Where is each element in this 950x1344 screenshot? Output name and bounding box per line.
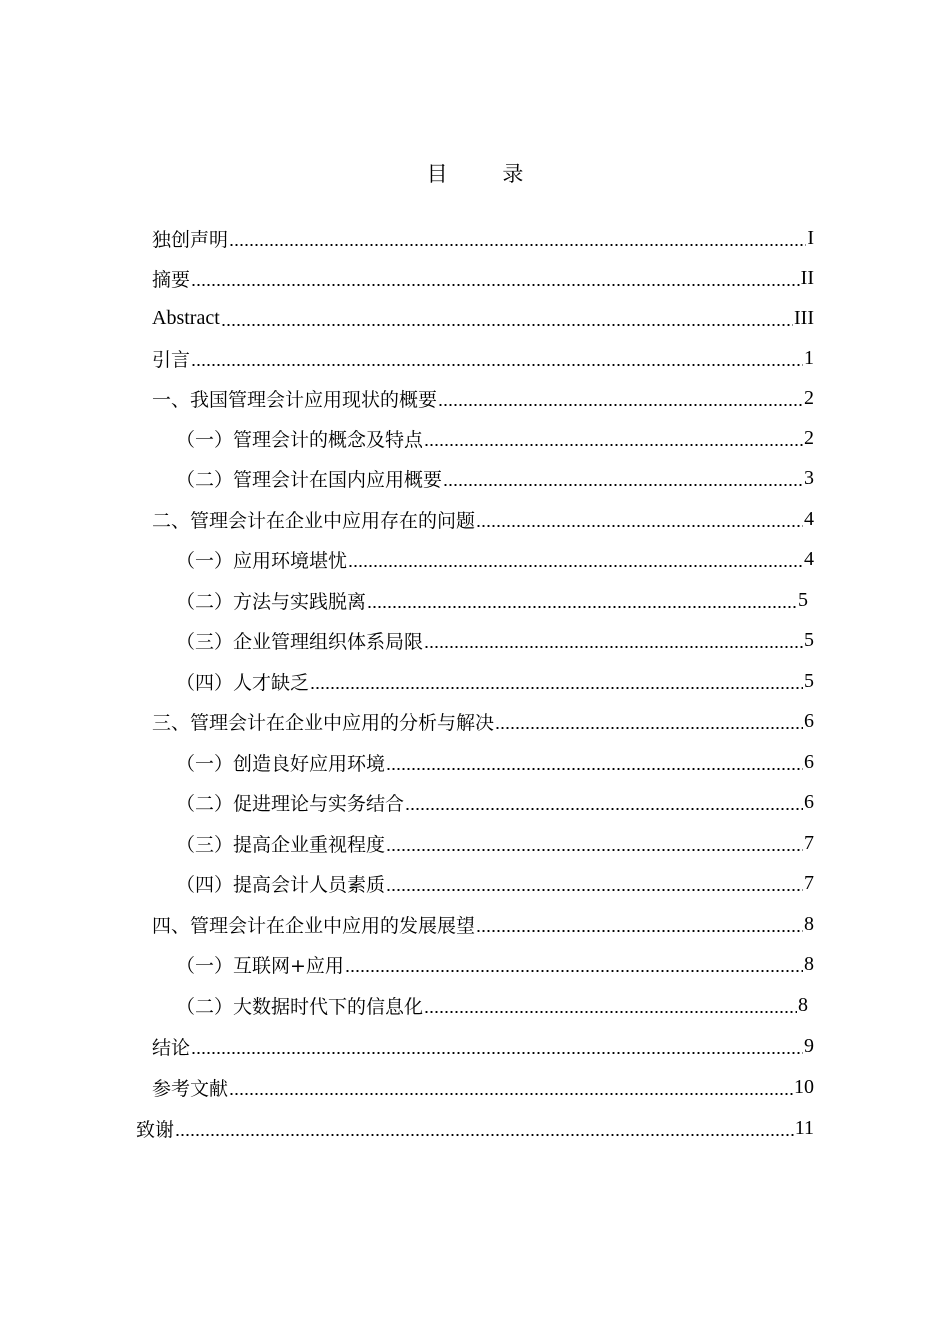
dot-leader xyxy=(386,889,803,891)
toc-entry-page: 5 xyxy=(804,669,814,692)
toc-entry-label: （二）管理会计在国内应用概要 xyxy=(176,468,443,491)
toc-entry[interactable] xyxy=(176,580,808,620)
toc-entry-label: 四、管理会计在企业中应用的发展展望 xyxy=(152,914,476,937)
toc-entry-label: （一）互联网+应用 xyxy=(176,954,344,977)
toc-entry-label: （三）企业管理组织体系局限 xyxy=(176,630,424,653)
toc-entry-page: 11 xyxy=(794,1116,814,1139)
toc-entry-page: 8 xyxy=(804,912,814,935)
dot-leader xyxy=(191,1052,803,1054)
dot-leader xyxy=(424,444,803,446)
toc-entry-page: 3 xyxy=(804,466,814,489)
toc-entry-label: 一、我国管理会计应用现状的概要 xyxy=(152,388,438,411)
toc-entry-page: 8 xyxy=(798,993,808,1016)
toc-entry-page: III xyxy=(794,306,814,329)
toc-entry-label: （一）创造良好应用环境 xyxy=(176,752,386,775)
dot-leader xyxy=(476,525,803,527)
toc-entry[interactable] xyxy=(152,218,814,258)
toc-entry[interactable] xyxy=(176,458,814,498)
dot-leader xyxy=(443,484,803,486)
toc-entry-page: 4 xyxy=(804,507,814,530)
toc-entry[interactable] xyxy=(152,298,814,338)
toc-entry-label: （二）大数据时代下的信息化 xyxy=(176,995,424,1018)
toc-entry-page: II xyxy=(800,266,814,289)
toc-entry-label: （二）促进理论与实务结合 xyxy=(176,792,405,815)
toc-entry-page: 2 xyxy=(804,426,814,449)
dot-leader xyxy=(229,1093,793,1095)
toc-entry[interactable] xyxy=(176,620,814,660)
toc-entry-label: （一）应用环境堪忧 xyxy=(176,549,348,572)
toc-entry-page: 6 xyxy=(804,790,814,813)
dot-leader xyxy=(191,284,800,286)
toc-entry[interactable] xyxy=(152,1067,814,1107)
toc-entry-page: 1 xyxy=(804,346,814,369)
dot-leader xyxy=(345,970,803,972)
toc-entry-label: 摘要 xyxy=(152,268,191,291)
dot-leader xyxy=(438,404,803,406)
toc-entry-page: 6 xyxy=(804,709,814,732)
toc-entry[interactable] xyxy=(176,823,814,863)
toc-entry-label: 独创声明 xyxy=(152,228,229,251)
toc-entry-page: 7 xyxy=(804,871,814,894)
toc-entry[interactable] xyxy=(176,944,814,984)
toc-entry[interactable] xyxy=(176,863,814,903)
toc-entry-label: （四）提高会计人员素质 xyxy=(176,873,386,896)
toc-entry-page: 7 xyxy=(804,831,814,854)
toc-entry-page: 6 xyxy=(804,750,814,773)
dot-leader xyxy=(229,244,806,246)
toc-entry[interactable] xyxy=(152,258,814,298)
toc-entry[interactable] xyxy=(176,418,814,458)
toc-entry-label: 二、管理会计在企业中应用存在的问题 xyxy=(152,509,476,532)
dot-leader xyxy=(405,808,803,810)
dot-leader xyxy=(221,324,793,326)
toc-entry-label: 结论 xyxy=(152,1036,191,1059)
dot-leader xyxy=(348,565,803,567)
toc-entry[interactable] xyxy=(152,1026,814,1066)
toc-entry-label: 参考文献 xyxy=(152,1077,229,1100)
toc-entry[interactable] xyxy=(152,378,814,418)
toc-entry-label: 三、管理会计在企业中应用的分析与解决 xyxy=(152,711,495,734)
toc-entry-page: 2 xyxy=(804,386,814,409)
dot-leader xyxy=(476,930,803,932)
toc-entry[interactable] xyxy=(136,1108,814,1148)
toc-entry-label: Abstract xyxy=(152,306,220,329)
toc-entry-label: （四）人才缺乏 xyxy=(176,671,310,694)
toc-entry-page: 9 xyxy=(804,1034,814,1057)
toc-entry[interactable] xyxy=(176,742,814,782)
toc-entry-page: 8 xyxy=(804,952,814,975)
toc-entry-label: （二）方法与实践脱离 xyxy=(176,590,367,613)
dot-leader xyxy=(386,768,803,770)
toc-entry-label: 致谢 xyxy=(136,1118,175,1141)
dot-leader xyxy=(367,606,797,608)
dot-leader xyxy=(191,364,803,366)
dot-leader xyxy=(175,1134,794,1136)
dot-leader xyxy=(495,727,803,729)
toc-entry-page: 5 xyxy=(798,588,808,611)
toc-title: 目 录 xyxy=(426,162,548,186)
toc-entry[interactable] xyxy=(176,539,814,579)
toc-entry[interactable] xyxy=(176,782,814,822)
toc-entry-label: 引言 xyxy=(152,348,191,371)
toc-entry[interactable] xyxy=(176,985,808,1025)
toc-entry-label: （三）提高企业重视程度 xyxy=(176,833,386,856)
toc-entry[interactable] xyxy=(152,701,814,741)
dot-leader xyxy=(424,646,803,648)
toc-entry[interactable] xyxy=(152,499,814,539)
dot-leader xyxy=(386,849,803,851)
toc-entry-page: 4 xyxy=(804,547,814,570)
toc-entry-page: 5 xyxy=(804,628,814,651)
toc-entry[interactable] xyxy=(176,661,814,701)
dot-leader xyxy=(424,1011,797,1013)
toc-entry-label: （一）管理会计的概念及特点 xyxy=(176,428,424,451)
toc-entry[interactable] xyxy=(152,904,814,944)
toc-entry-page: I xyxy=(807,226,814,249)
toc-entry[interactable] xyxy=(152,338,814,378)
toc-entry-page: 10 xyxy=(794,1075,814,1098)
dot-leader xyxy=(310,687,803,689)
